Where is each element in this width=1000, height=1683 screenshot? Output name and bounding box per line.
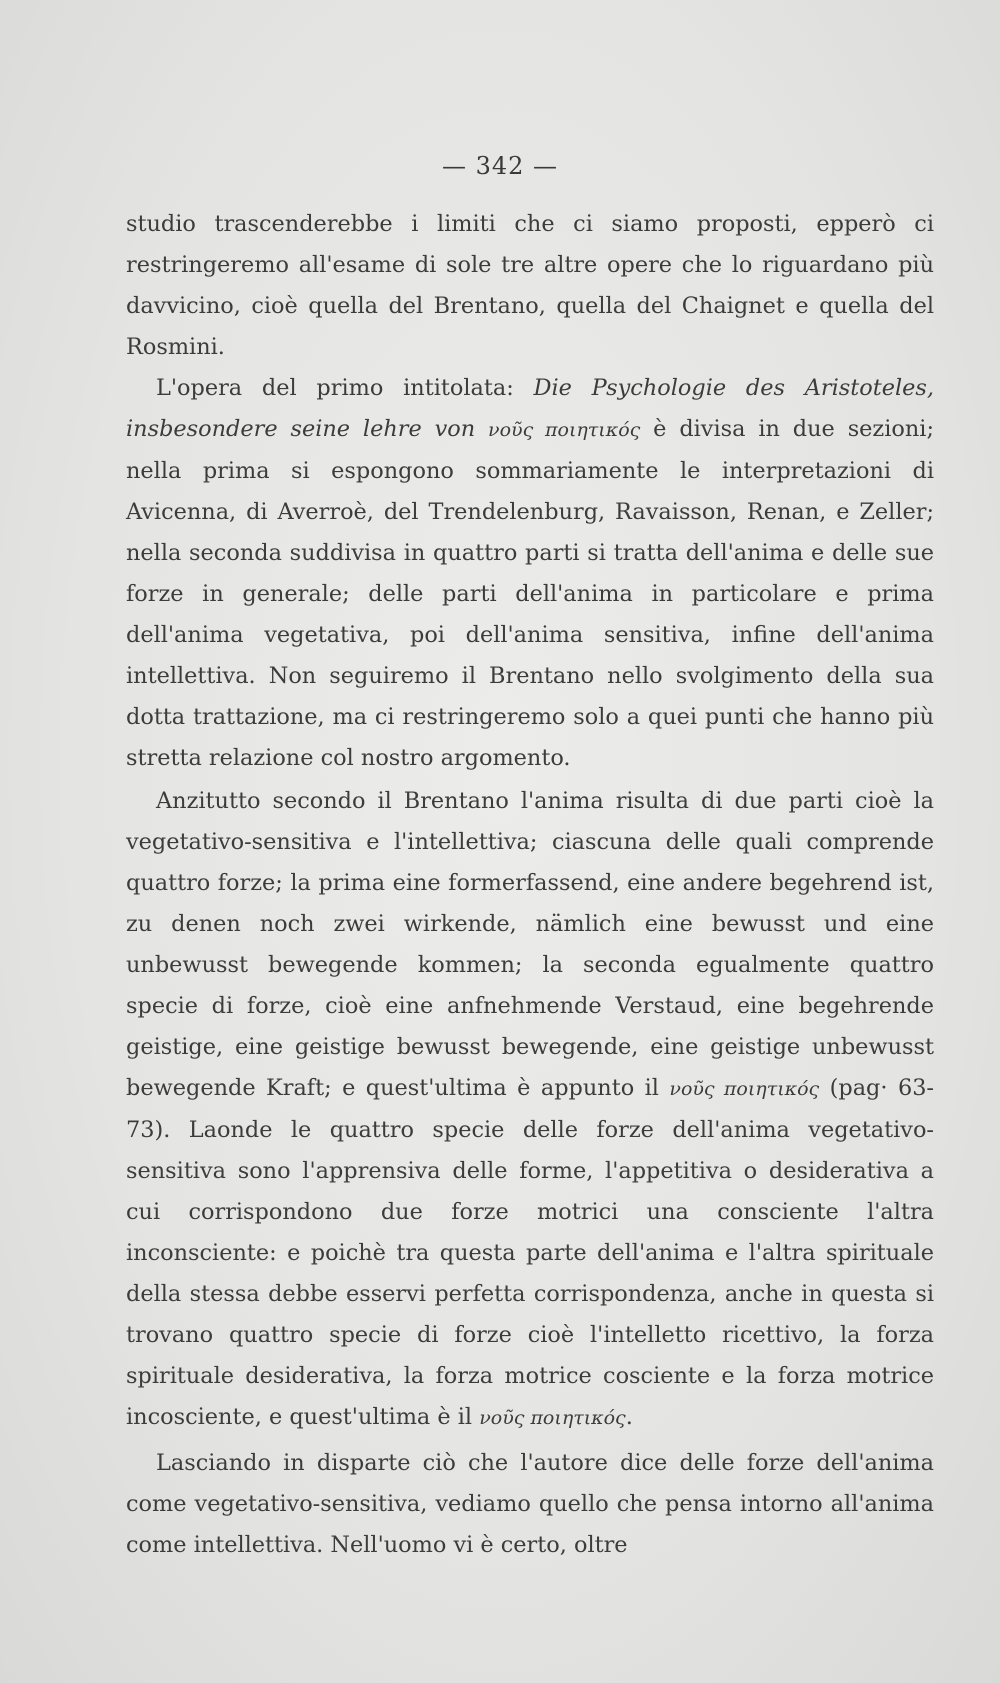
paragraph-1: [126, 204, 934, 368]
greek-term: νοῦς ποιητικός: [669, 1078, 820, 1100]
greek-term: νοῦς ποιητικός: [479, 1407, 626, 1429]
paragraph-3-lead: Anzitutto secondo il Brentano l'anima risulta di due parti cioè la vegetativo-sensitiva e l'intellettiva; ciascuna delle quali comprende quattro forze; la prima eine formerfassend, eine andere begehrend ist, zu denen noch zwei wirkende, nämlich eine bewusst und eine unbewusst bewegende kommen; la seconda egualmente quattro specie di forze, cioè eine anfnehmende Verstaud, eine begehrende geistige, eine geistige bewusst bewegende, eine geistige unbewusst bewegende Kraft; e quest'ultima è appunto il: [126, 788, 934, 1101]
paragraph-2-lead: L'opera del primo intitolata:: [156, 375, 534, 401]
paragraph-3-end: .: [625, 1404, 633, 1430]
greek-term: νοῦς ποιητικός: [488, 419, 641, 441]
paragraph-4: [126, 1443, 934, 1566]
paragraph-3-middle: (pag· 63-73). Laonde le quattro specie delle forze dell'anima vegetativo-sensitiva sono l'apprensiva delle forme, l'appetitiva o desiderativa a cui corrispondono due forze motrici una consciente l'altra inconsciente: e poichè tra questa parte dell'anima e l'altra spirituale della stessa debbe esservi perfetta corrispondenza, anche in questa si trovano quattro specie di forze cioè l'intelletto ricettivo, la forza spirituale desiderativa, la forza motrice cosciente e la forza motrice incosciente, e quest'ultima è il: [126, 1075, 935, 1430]
page-number: — 342 —: [441, 152, 559, 180]
paragraph-4-text: Lasciando in disparte ciò che l'autore dice delle forze dell'anima come vegetativo-sensitiva, vediamo quello che pensa intorno all'anima come intellettiva. Nell'uomo vi è certo, oltre: [126, 1450, 934, 1558]
body-text: [126, 204, 934, 1566]
paragraph-3: [126, 781, 934, 1439]
paragraph-2: [126, 368, 934, 779]
paragraph-2-rest: è divisa in due sezioni; nella prima si espongono sommariamente le interpretazioni di Avicenna, di Averroè, del Trendelenburg, Ravaisson, Renan, e Zeller; nella seconda suddivisa in quattro parti si tratta dell'anima e delle sue forze in generale; delle parti dell'anima in particolare e prima dell'anima vegetativa, poi dell'anima sensitiva, infine dell'anima intellettiva. Non seguiremo il Brentano nello svolgimento della sua dotta trattazione, ma ci restringeremo solo a quei punti che hanno più stretta relazione col nostro argomento.: [126, 416, 934, 771]
paragraph-1-text: studio trascenderebbe i limiti che ci siamo proposti, epperò ci restringeremo all'esame di sole tre altre opere che lo riguardano più davvicino, cioè quella del Brentano, quella del Chaignet e quella del Rosmini.: [126, 211, 934, 360]
book-title: Die Psychologie des Aristoteles, insbesondere seine lehre von: [126, 375, 934, 442]
